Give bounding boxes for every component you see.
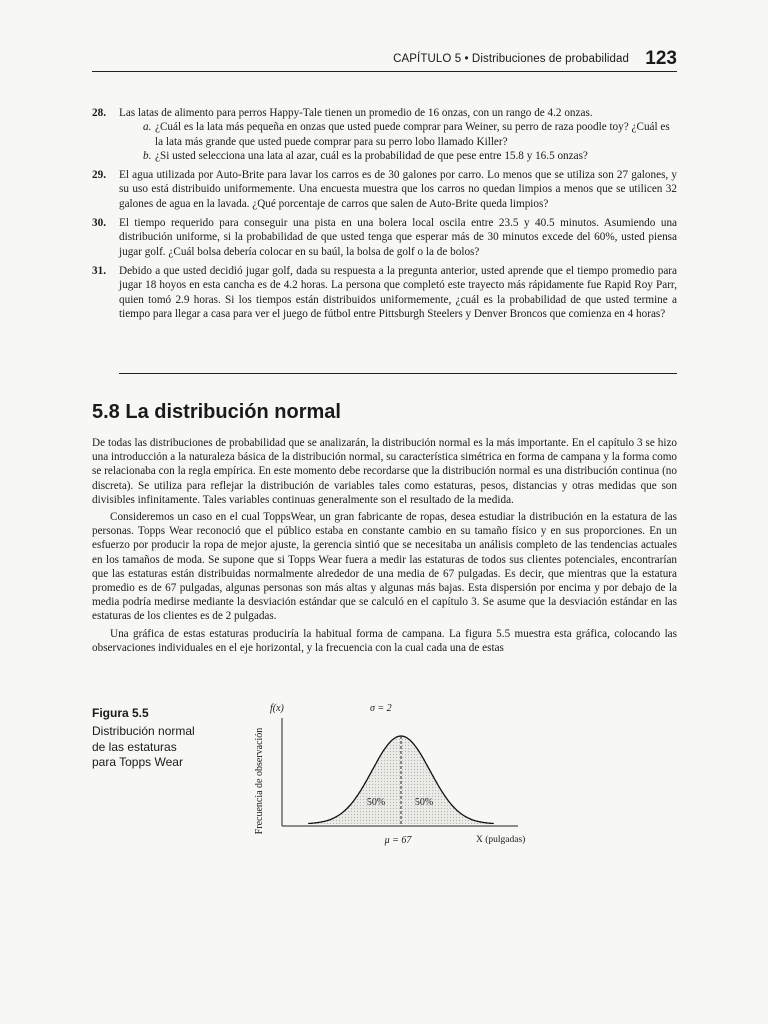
sigma-label: σ = 2 <box>370 703 392 714</box>
page-number: 123 <box>639 48 677 70</box>
running-header <box>92 48 677 76</box>
exercise-30 <box>92 216 677 259</box>
part-letter: b. <box>143 149 152 162</box>
curve-area <box>308 736 494 824</box>
normal-curve-figure <box>248 696 548 856</box>
exercise-29 <box>92 168 677 211</box>
part-text: ¿Si usted selecciona una lata al azar, cuál es la probabilidad de que pese entre 15.8 y 16.5 onzas? <box>155 149 588 162</box>
exercise-text: El agua utilizada por Auto-Brite para lavar los carros es de 30 galones por carro. Lo menos que se utiliza son 27 galones, y su uso está distribuido uniformemente. Una encuesta muestra que los carros no quedan limpios a menos que se utilicen 32 galones de agua en la lavada. ¿Qué porcentaje de carros que salen de Auto-Brite queda limpios? <box>119 169 677 210</box>
exercise-text: El tiempo requerido para conseguir una pista en una bolera local oscila entre 23.5 y 40.5 minutos. Asumiendo una distribución uniforme, si la probabilidad de que usted tenga que esperar más de 30 minutos excede del 60%, usted piensa jugar golf. ¿Cuál bolsa debería colocar en su baúl, la bolsa de golf o la de bolos? <box>119 217 677 258</box>
paragraph: Una gráfica de estas estaturas produciría la habitual forma de campana. La figura 5.5 muestra esta gráfica, colocando las observaciones individuales en el eje horizontal, y la frecuencia con la cual cada una de estas <box>92 627 677 654</box>
chapter-label: CAPÍTULO 5 • Distribuciones de probabilidad <box>387 53 629 65</box>
figure-label: Figura 5.5 <box>92 706 149 720</box>
y-axis-label: Frecuencia de observación <box>254 727 265 835</box>
right-area-label: 50% <box>414 797 434 808</box>
exercise-number: 30. <box>92 217 106 230</box>
exercise-number: 29. <box>92 169 106 182</box>
section-body <box>92 436 677 658</box>
exercises-divider <box>119 373 677 374</box>
exercise-part-a <box>119 120 677 149</box>
exercise-number: 31. <box>92 264 106 277</box>
part-text: ¿Cuál es la lata más pequeña en onzas que usted puede comprar para Weiner, su perro de raza poodle toy? ¿Cuál es la lata más grande que usted puede comprar para su perro lobo llamado Killer? <box>155 121 670 148</box>
x-axis-label: X (pulgadas) <box>476 835 526 845</box>
exercise-number: 28. <box>92 107 106 119</box>
fx-label: f(x) <box>270 703 284 714</box>
mean-label: μ = 67 <box>384 835 412 846</box>
paragraph: De todas las distribuciones de probabilidad que se analizarán, la distribución normal es la más importante. En el capítulo 3 se hizo una introducción a la naturaleza básica de la distribución normal, su característica simétrica en forma de campana y la forma como se relacionaba con la regla empírica. En este momento debe recordarse que la distribución normal es una distribución continua (no discreta). Se utiliza para reflejar la distribución de variables tales como estaturas, pesos, distancias y otras medidas que son divisibles infinitamente. Tales variables continuas generalmente son el resultado de la medida. <box>92 437 677 506</box>
section-title: 5.8 La distribución normal <box>92 401 341 423</box>
figure-description: Distribución normal de las estaturas para Topps Wear <box>92 724 195 769</box>
exercise-text: Las latas de alimento para perros Happy-Tale tienen un promedio de 16 onzas, con un rango de 4.2 onzas. <box>119 107 593 119</box>
header-rule <box>92 71 677 72</box>
paragraph: Consideremos un caso en el cual ToppsWear, un gran fabricante de ropas, desea estudiar la distribución en la estatura de las personas. Topps Wear reconoció que el público estaba en constante cambio en su tamaño físico y en sus proporciones. En un esfuerzo por producir la ropa de mejor ajuste, la gerencia sintió que se necesitaba un análisis completo de las tendencias actuales en los tamaños de moda. Se supone que si Topps Wear fuera a medir las estaturas de todos sus clientes potenciales, encontrarían que las estaturas están distribuidas normalmente alrededor de una media de 67 pulgadas. Es decir, que mientras que la estatura promedio es de 67 pulgadas, algunas personas son más altas y algunas más bajas. Esta dispersión por encima y por debajo de la media podría medirse mediante la desviación estándar que se calculó en el capítulo 3. Se asume que la desviación estándar en las estaturas de los clientes es de 2 pulgadas. <box>92 511 677 623</box>
part-letter: a. <box>143 121 152 134</box>
exercise-text: Debido a que usted decidió jugar golf, dada su respuesta a la pregunta anterior, usted aprende que el tiempo promedio para jugar 18 hoyos en esta cancha es de 4.2 horas. La persona que completó este trayecto más rápidamente fue Rapid Roy Parr, quien tomó 2.9 horas. Si los tiempos están distribuidos uniformemente, ¿cuál es la probabilidad de que usted termine a tiempo para llegar a casa para ver el juego de fútbol entre Pittsburgh Steelers y Denver Broncos que comienza en 4 horas? <box>119 264 677 320</box>
exercise-list <box>92 106 677 326</box>
exercise-part-b <box>119 149 677 163</box>
left-area-label: 50% <box>366 797 386 808</box>
exercise-31 <box>92 264 677 321</box>
figure-caption <box>92 706 232 771</box>
exercise-28 <box>92 106 677 163</box>
